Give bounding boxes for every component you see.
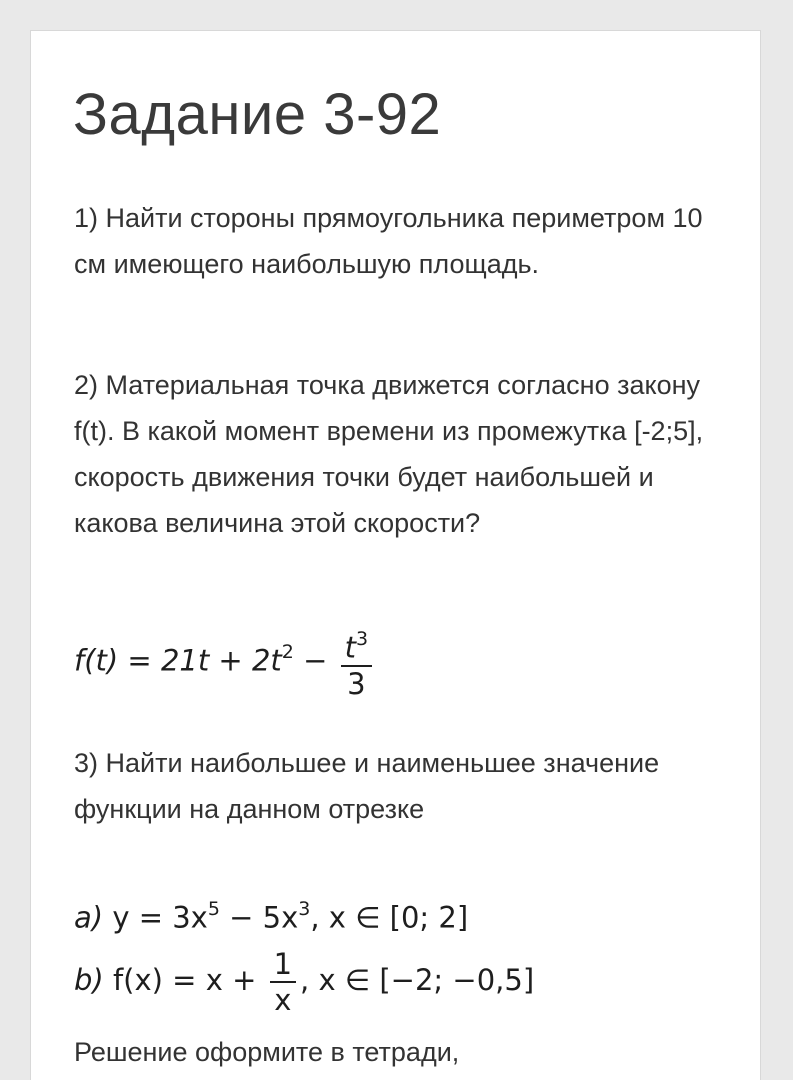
part-a-domain: , x ∈ [0; 2] (310, 900, 469, 935)
part-b-fraction (270, 949, 296, 1015)
formula-lhs: f(t) = 21t + 2t (74, 643, 282, 678)
part-a-exp2: 3 (298, 898, 311, 920)
formula-exponent: 2 (281, 640, 294, 663)
task-1-text: 1) Найти стороны прямоугольника периметром 10 см имеющего наибольшую площадь. (74, 203, 703, 279)
part-a-label: a) (74, 900, 113, 935)
part-a-expr1: y = 3x (112, 900, 208, 935)
part-b-label: b) (74, 963, 113, 997)
task-card (30, 30, 761, 1080)
formula-minus: − (293, 643, 337, 678)
task-3-text: 3) Найти наибольшее и наименьшее значение функции на данном отрезке (74, 748, 660, 824)
part-b-numerator: 1 (270, 949, 296, 983)
fraction-denominator: 3 (347, 666, 366, 701)
formula-part-b (74, 949, 534, 1015)
part-a-expr2: − 5x (219, 900, 299, 935)
formula-f-of-t (74, 626, 376, 699)
footer-note: Решение оформите в тетради, (74, 1037, 460, 1067)
fraction-numerator: $t^3$ (341, 626, 372, 667)
page-title: Задание 3-92 (73, 82, 442, 147)
part-b-expr: f(x) = x + (112, 963, 266, 997)
task-2-text: 2) Материальная точка движется согласно закону f(t). В какой момент времени из промежутка [-2;5], скорость движения точки будет наибольшей и какова величина этой скорости? (74, 370, 704, 538)
formula-part-a (74, 891, 468, 938)
part-a-exp1: 5 (207, 898, 220, 920)
part-b-domain: , x ∈ [−2; −0,5] (300, 963, 535, 997)
part-b-denominator: x (274, 983, 292, 1017)
formula-fraction (341, 626, 372, 699)
